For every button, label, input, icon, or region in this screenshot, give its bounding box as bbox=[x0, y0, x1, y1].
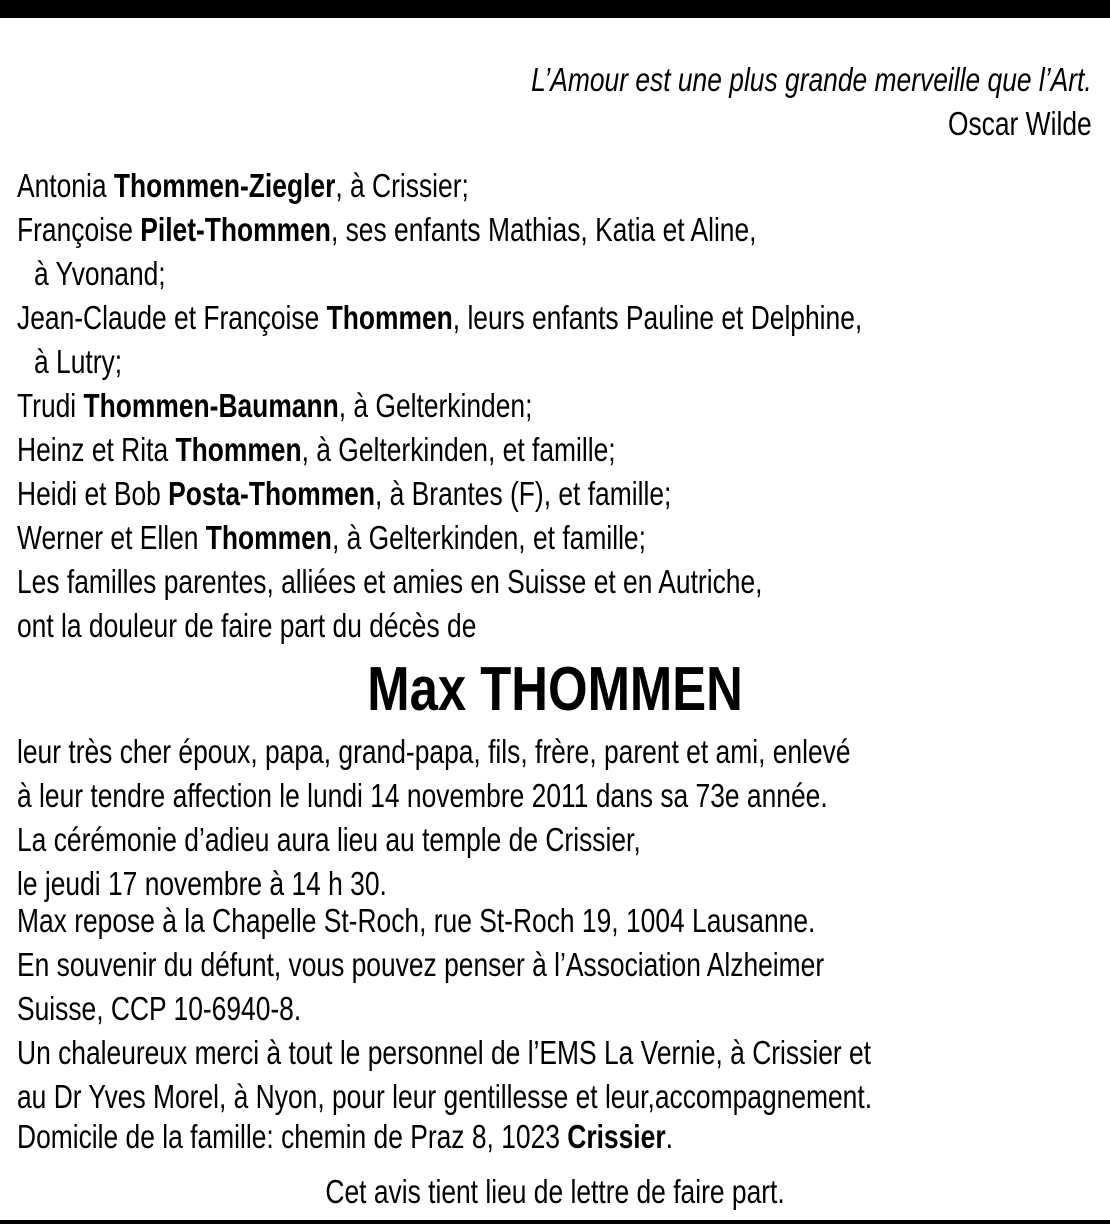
family-line: à Lutry; bbox=[34, 343, 123, 380]
body-line: Suisse, CCP 10-6940-8. bbox=[17, 990, 302, 1027]
family-line: Werner et Ellen Thommen, à Gelterkinden, et famille; bbox=[17, 519, 646, 556]
body-line: le jeudi 17 novembre à 14 h 30. bbox=[17, 865, 387, 902]
body-line: La cérémonie d’adieu aura lieu au temple de Crissier, bbox=[17, 821, 641, 858]
body-line: à leur tendre affection le lundi 14 novembre 2011 dans sa 73e année. bbox=[17, 777, 828, 814]
quote-text: L’Amour est une plus grande merveille que l’Art. bbox=[531, 61, 1092, 98]
epigraph bbox=[391, 58, 1092, 146]
body-line: au Dr Yves Morel, à Nyon, pour leur gentillesse et leur,accompagnement. bbox=[17, 1078, 873, 1115]
family-line: Heidi et Bob Posta-Thommen, à Brantes (F), et famille; bbox=[17, 475, 672, 512]
body-line: Un chaleureux merci à tout le personnel de l’EMS La Vernie, à Crissier et bbox=[17, 1034, 872, 1071]
body-line: leur très cher époux, papa, grand-papa, fils, frère, parent et ami, enlevé bbox=[17, 733, 851, 770]
footer-note: Cet avis tient lieu de lettre de faire part. bbox=[325, 1173, 785, 1210]
family-line: Antonia Thommen-Ziegler, à Crissier; bbox=[17, 167, 469, 204]
quote-author: Oscar Wilde bbox=[948, 105, 1092, 142]
family-line: ont la douleur de faire part du décès de bbox=[17, 607, 477, 644]
family-line: à Yvonand; bbox=[34, 255, 166, 292]
family-line: Heinz et Rita Thommen, à Gelterkinden, et famille; bbox=[17, 431, 616, 468]
top-border bbox=[0, 0, 1110, 18]
family-line: Les familles parentes, alliées et amies en Suisse et en Autriche, bbox=[17, 563, 763, 600]
deceased-name: Max THOMMEN bbox=[367, 655, 743, 724]
family-line: Françoise Pilet-Thommen, ses enfants Mathias, Katia et Aline, bbox=[17, 211, 757, 248]
body-line: En souvenir du défunt, vous pouvez penser à l’Association Alzheimer bbox=[17, 946, 825, 983]
body-line: Max repose à la Chapelle St-Roch, rue St-Roch 19, 1004 Lausanne. bbox=[17, 902, 816, 939]
domicile-line: Domicile de la famille: chemin de Praz 8, 1023 Crissier. bbox=[17, 1118, 673, 1155]
family-line: Trudi Thommen-Baumann, à Gelterkinden; bbox=[17, 387, 533, 424]
bottom-border bbox=[0, 1220, 1110, 1224]
family-line: Jean-Claude et Françoise Thommen, leurs enfants Pauline et Delphine, bbox=[17, 299, 863, 336]
